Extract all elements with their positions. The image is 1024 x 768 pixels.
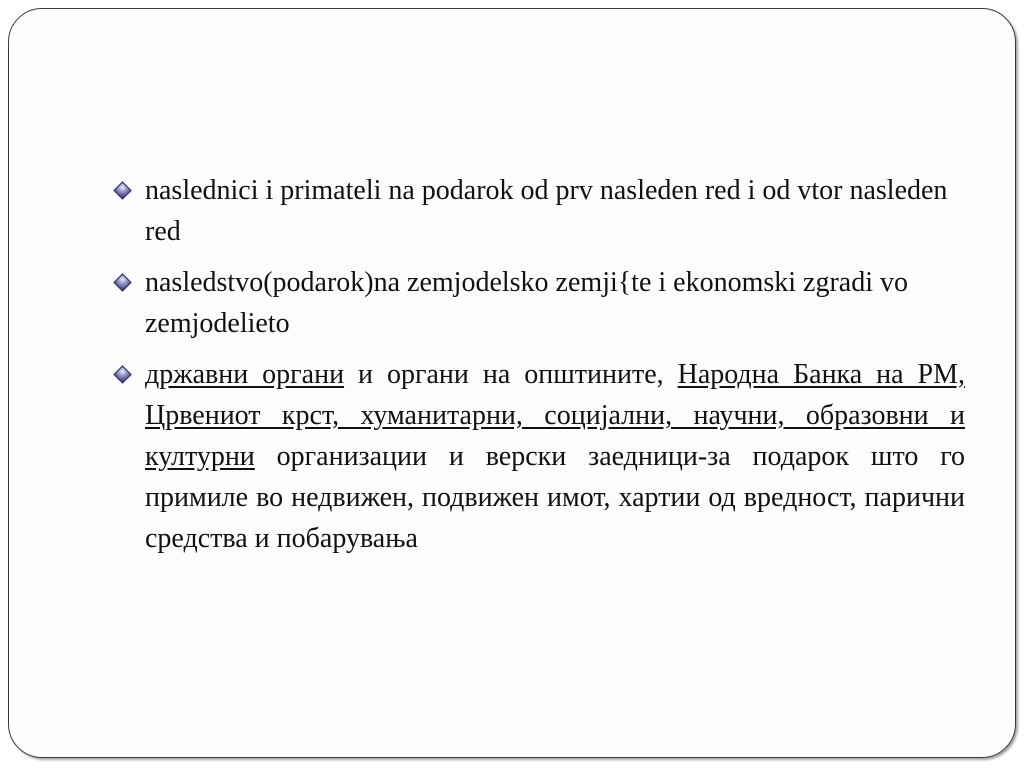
bullet-text-2: nasledstvo(podarok)na zemjodelsko zemji{te i ekonomski zgradi vo zemjodelieto	[145, 267, 909, 339]
bullet-text-3	[145, 354, 965, 559]
bullet-item-1	[110, 170, 965, 252]
bullet-text-3-part-2: организации и верски заедници-за подарок што го примиле во недвижен, подвижен имот, хартии од вредност, парични средства и побарувања	[145, 441, 965, 554]
bullet-item-3	[110, 354, 965, 559]
bullet-text-1: naslednici i primateli na podarok od prv nasleden red i od vtor nasleden red	[145, 175, 948, 247]
diamond-bullet-icon	[113, 273, 131, 291]
underlined-phrase-state-organs: државни органи	[145, 359, 345, 390]
bullet-item-2	[110, 262, 965, 344]
underlined-phrase-institutions: Народна Банка на РМ, Црвениот крст, хуманитарни, социјални, научни, образовни и културни	[145, 359, 965, 472]
slide-content	[110, 170, 965, 569]
diamond-bullet-icon	[113, 181, 131, 199]
diamond-bullet-icon	[113, 365, 131, 383]
bullet-text-3-part-1: и органи на општините,	[344, 359, 678, 390]
